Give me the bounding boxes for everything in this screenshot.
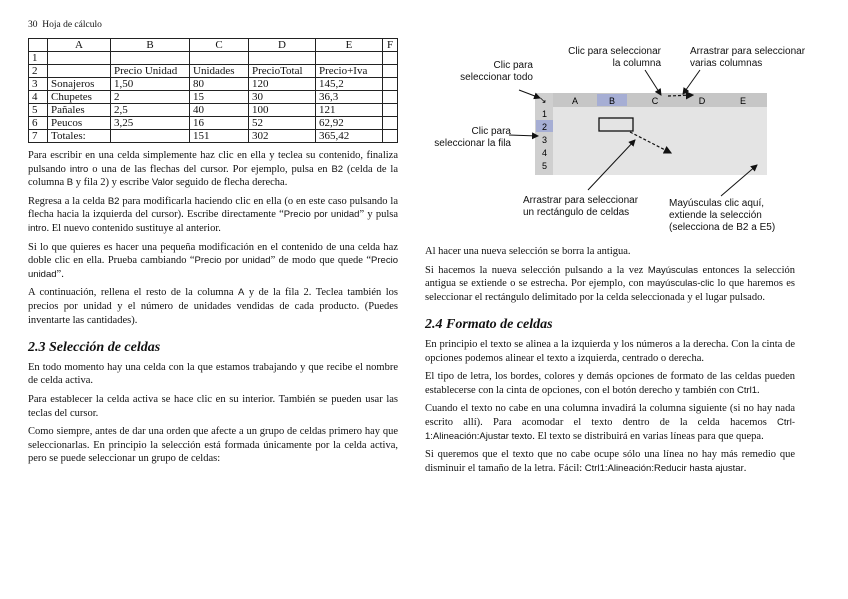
key-text: Ctrl1	[736, 384, 758, 396]
table-row	[29, 104, 398, 117]
table-cell: 3	[29, 78, 48, 91]
select-all-corner-icon: ↘	[539, 95, 547, 105]
table-cell: 121	[316, 104, 383, 117]
table-cell: 1	[29, 52, 48, 65]
column-header-b: B	[608, 96, 616, 106]
key-text: Ctrl-1:Alineación:Ajustar texto	[425, 416, 795, 442]
row-header-2: 2	[542, 122, 548, 132]
text-run: Si lo que quieres es hacer una pequeña modificación en el contenido de una celda haz doble clic en ella. Prueba cambiando “	[28, 241, 398, 267]
key-text: Valor	[151, 177, 174, 189]
table-header-cell: C	[190, 39, 249, 52]
table-cell	[383, 52, 398, 65]
table-cell: Sonajeros	[48, 78, 111, 91]
table-cell	[383, 65, 398, 78]
table-cell: 62,92	[316, 117, 383, 130]
column-header-a: A	[571, 96, 579, 106]
table-cell: Peucos	[48, 117, 111, 130]
table-cell: 1,50	[111, 78, 190, 91]
text-run: El tipo de letra, los bordes, colores y demás opciones de formato de las celdas pueden establecerse con la cinta de opciones, con el botón derecho y también con	[425, 371, 795, 396]
text-run: para modificarla haciendo clic en ella (o en este caso pulsando la flecha hacia la izquierda del cursor). Escribe directamente “	[28, 195, 398, 221]
table-cell: 2,5	[111, 104, 190, 117]
text-run: y fila 2) y escribe	[73, 177, 152, 189]
running-title: Hoja de cálculo	[42, 20, 102, 30]
annotation-select-row: Clic para seleccionar la fila	[434, 126, 511, 149]
text-run: A continuación, rellena el resto de la columna	[28, 287, 238, 299]
page-header	[28, 20, 102, 30]
table-cell	[383, 91, 398, 104]
table-cell: 145,2	[316, 78, 383, 91]
paragraph	[425, 264, 795, 305]
table-cell: 15	[190, 91, 249, 104]
table-cell: Chupetes	[48, 91, 111, 104]
text-run: entonces la selección antigua se extiende o se estrecha. Por ejemplo, con	[425, 264, 795, 290]
paragraph	[425, 448, 795, 475]
table-cell: 2	[111, 91, 190, 104]
key-text: Precio unidad	[28, 255, 398, 280]
table-cell	[190, 52, 249, 65]
text-run: Si hacemos la nueva selección pulsando a la vez	[425, 264, 648, 276]
table-header-cell: F	[383, 39, 398, 52]
page-number: 30	[28, 20, 38, 30]
pointer-select-row	[509, 135, 538, 136]
table-cell: 2	[29, 65, 48, 78]
row-header-4: 4	[542, 148, 548, 158]
table-header-cell: A	[48, 39, 111, 52]
key-text: B2	[331, 163, 344, 175]
table-header-cell	[29, 39, 48, 52]
text-run: Si queremos que el texto que no cabe ocupe sólo una línea no hay más remedio que disminuir el tamaño de la letra. Fácil:	[425, 449, 795, 474]
paragraph: Para establecer la celda activa se hace clic en su interior. También se pueden usar las teclas del cursor.	[28, 393, 398, 419]
table-cell: 52	[249, 117, 316, 130]
table-header-row	[29, 39, 398, 52]
table-cell: 30	[249, 91, 316, 104]
paragraph	[425, 370, 795, 397]
table-cell: 100	[249, 104, 316, 117]
section-heading-2-4: 2.4 Formato de celdas	[425, 317, 553, 333]
table-cell: 6	[29, 117, 48, 130]
paragraph: En principio el texto se alinea a la izquierda y los números a la derecha. Con la cinta de opciones podemos alinear el texto a izquierda, centrado o derecha.	[425, 338, 795, 364]
key-text: Ctrl1:Alineación:Reducir hasta ajustar	[584, 462, 744, 474]
pointer-drag-columns	[683, 70, 700, 94]
table-cell	[383, 130, 398, 143]
paragraph	[28, 149, 398, 190]
text-run: . El nuevo contenido sustituye al anterior.	[46, 222, 221, 234]
table-cell: 5	[29, 104, 48, 117]
table-cell: 365,42	[316, 130, 383, 143]
annotation-drag-rectangle: Arrastrar para seleccionar un rectángulo de celdas	[523, 195, 639, 218]
text-run: o una de las flechas del cursor. Por ejemplo, pulsa en	[88, 163, 332, 175]
paragraph: Al hacer una nueva selección se borra la antigua.	[425, 246, 631, 257]
text-run: (celda de la columna	[28, 163, 399, 189]
text-run: Para escribir en una celda simplemente haz clic en ella y teclea su contenido, finaliza pulsando	[28, 150, 398, 175]
paragraph: En todo momento hay una celda con la que estamos trabajando y que recibe el nombre de celda activa.	[28, 361, 398, 387]
annotation-select-all: Clic para seleccionar todo	[460, 60, 533, 83]
table-cell	[249, 52, 316, 65]
key-text: B	[66, 177, 74, 189]
text-run: ”.	[56, 268, 64, 280]
table-cell: 16	[190, 117, 249, 130]
text-run: .	[743, 462, 747, 474]
table-cell: Precio Unidad	[111, 65, 190, 78]
table-row	[29, 91, 398, 104]
table-row	[29, 130, 398, 143]
table-cell	[48, 65, 111, 78]
table-cell: 302	[249, 130, 316, 143]
key-text: Mayúsculas	[647, 264, 698, 276]
text-run: ” de modo que quede “	[270, 255, 372, 267]
table-cell: Precio+Iva	[316, 65, 383, 78]
left-body-text	[28, 149, 398, 466]
table-cell: Unidades	[190, 65, 249, 78]
key-text: B2	[107, 195, 120, 207]
left-column	[28, 38, 398, 466]
table-cell: 40	[190, 104, 249, 117]
annotation-shift-click: Mayúsculas clic aquí, extiende la selección (selecciona de B2 a E5)	[669, 198, 776, 233]
key-text: Precio por unidad	[283, 209, 360, 221]
key-text: intro	[69, 163, 89, 175]
key-text: Precio por unidad	[194, 255, 271, 267]
table-cell	[383, 78, 398, 91]
table-cell	[48, 52, 111, 65]
paragraph	[28, 286, 398, 327]
section-heading-2-3: 2.3 Selección de celdas	[28, 340, 161, 356]
selection-diagram	[425, 38, 825, 243]
table-cell: 151	[190, 130, 249, 143]
row-header-1: 1	[542, 109, 548, 119]
paragraph	[425, 402, 795, 443]
text-run: seguido de flecha derecha.	[173, 177, 288, 189]
table-row	[29, 78, 398, 91]
table-header-cell: E	[316, 39, 383, 52]
table-row	[29, 65, 398, 78]
annotation-select-column: Clic para seleccionar la columna	[568, 46, 661, 69]
table-cell: Totales:	[48, 130, 111, 143]
text-run: . El texto se distribuirá en varias líneas para que quepa.	[532, 430, 764, 442]
pointer-select-column	[645, 70, 661, 95]
table-row	[29, 52, 398, 65]
paragraph: Como siempre, antes de dar una orden que afecte a un grupo de celdas primero hay que seleccionarlas. En principio la selección está formada únicamente por la celda activa, pero se puede seleccionar un grupo de celdas:	[28, 426, 398, 465]
text-run: ” y pulsa	[359, 209, 398, 221]
annotation-drag-columns: Arrastrar para seleccionar varias columnas	[690, 46, 806, 69]
table-cell: 120	[249, 78, 316, 91]
table-header-cell: B	[111, 39, 190, 52]
table-cell	[383, 117, 398, 130]
table-cell	[316, 52, 383, 65]
right-column	[425, 38, 806, 475]
row-header-3: 3	[542, 135, 548, 145]
table-cell: 36,3	[316, 91, 383, 104]
example-spreadsheet-table	[28, 38, 398, 143]
table-row	[29, 117, 398, 130]
table-cell: 7	[29, 130, 48, 143]
paragraph	[28, 241, 398, 282]
text-run: y de la fila 2. Teclea también los precios por unidad y el número de unidades vendidas de cada producto. (Puedes inventarte las cantidades).	[28, 287, 399, 326]
column-header-c: C	[651, 96, 659, 106]
table-cell: Pañales	[48, 104, 111, 117]
right-body-text	[425, 245, 795, 475]
table-cell: 4	[29, 91, 48, 104]
table-cell: 3,25	[111, 117, 190, 130]
table-cell	[111, 130, 190, 143]
key-text: mayúsculas-clic	[647, 278, 715, 290]
table-cell: 80	[190, 78, 249, 91]
text-run: lo que haremos es seleccionar el rectángulo delimitado por la celda seleccionada y el lugar pulsado.	[425, 278, 795, 303]
text-run: Cuando el texto no cabe en una columna invadirá la columna siguiente (si no hay nada escrito allí). Para acomodar el texto dentro de la celda hacemos	[425, 403, 795, 428]
table-cell	[383, 104, 398, 117]
column-header-e: E	[739, 96, 747, 106]
table-cell: PrecioTotal	[249, 65, 316, 78]
table-cell	[111, 52, 190, 65]
table-header-cell: D	[249, 39, 316, 52]
paragraph	[28, 195, 398, 236]
text-run: .	[757, 384, 760, 396]
key-text: A	[238, 287, 245, 299]
column-header-d: D	[698, 96, 706, 106]
key-text: intro	[28, 222, 47, 234]
row-header-5: 5	[542, 161, 548, 171]
text-run: Regresa a la celda	[28, 195, 108, 207]
